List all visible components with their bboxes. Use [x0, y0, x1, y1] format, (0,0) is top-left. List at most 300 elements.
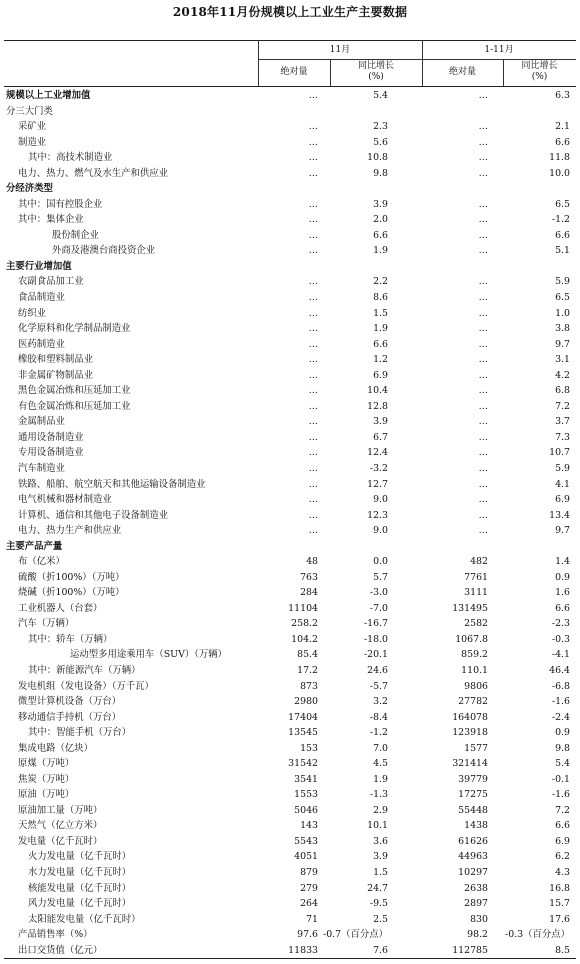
table-row [0, 554, 580, 569]
header-growth-ytd [503, 61, 576, 83]
ytd-absolute-cell: … [478, 152, 488, 164]
ytd-absolute-cell: … [478, 354, 488, 366]
header-ytd: 1-11月 [484, 45, 514, 55]
row-label: 汽车制造业 [18, 462, 65, 474]
month-absolute-cell: … [308, 494, 318, 506]
table-row [0, 943, 580, 958]
month-growth-cell: -1.3 [369, 789, 388, 801]
month-growth-cell: 1.5 [373, 867, 388, 878]
table-row [0, 741, 580, 756]
month-growth-cell: 2.0 [373, 214, 388, 226]
month-growth-cell: 9.8 [373, 167, 388, 179]
row-label: 主要行业增加值 [6, 260, 72, 272]
header-growth-unit-month: (%) [368, 72, 384, 82]
month-growth-cell: -5.7 [369, 680, 388, 692]
header-growth-label-ytd: 同比增长 [521, 61, 558, 71]
month-growth-cell: 5.6 [373, 136, 388, 148]
ytd-absolute-cell: 830 [470, 913, 488, 925]
row-label: 布（亿米） [18, 556, 65, 568]
row-label: 电力、热力生产和供应业 [18, 525, 122, 537]
row-label: 化学原料和化学制品制造业 [18, 323, 131, 335]
ytd-absolute-cell: 482 [470, 556, 488, 568]
row-label: 水力发电量（亿千瓦时） [28, 867, 132, 878]
month-absolute-cell: 31542 [288, 758, 318, 770]
row-label: 其中：智能手机（万台） [28, 727, 132, 739]
month-absolute-cell: … [308, 509, 318, 521]
ytd-absolute-cell: 321414 [452, 758, 488, 770]
ytd-growth-cell: -0.3 [551, 633, 570, 645]
ytd-absolute-cell: … [478, 416, 488, 428]
table-row [0, 725, 580, 740]
table-row [0, 368, 580, 383]
ytd-growth-cell: 7.2 [555, 400, 570, 412]
row-label: 微型计算机设备（万台） [18, 696, 122, 708]
month-absolute-cell: … [308, 307, 318, 319]
ytd-absolute-cell: 2582 [464, 618, 488, 630]
ytd-absolute-cell: 9806 [464, 680, 488, 692]
month-absolute-cell: 143 [300, 820, 318, 832]
ytd-growth-cell: 6.5 [555, 198, 570, 210]
row-label: 纺织业 [18, 307, 47, 319]
ytd-growth-cell: 6.2 [555, 851, 570, 863]
ytd-growth-cell: -6.8 [551, 680, 570, 692]
header-growth-label-month: 同比增长 [357, 61, 394, 71]
table-row [0, 912, 580, 927]
table-row [0, 352, 580, 367]
row-label: 运动型多用途乘用车（SUV）（万辆） [70, 649, 228, 661]
month-growth-cell: 3.9 [373, 416, 388, 428]
row-label: 医药制造业 [18, 338, 65, 350]
table-row [0, 135, 580, 150]
month-growth-cell: 8.6 [373, 292, 388, 304]
ytd-absolute-cell: … [478, 509, 488, 521]
month-growth-cell: 12.8 [367, 400, 388, 412]
row-label: 有色金属冶炼和压延加工业 [18, 400, 131, 412]
ytd-growth-cell: 17.6 [549, 913, 570, 925]
ytd-growth-cell: 9.8 [555, 742, 570, 754]
month-absolute-cell: … [308, 167, 318, 179]
table-row [0, 197, 580, 212]
table-row [0, 710, 580, 725]
ytd-absolute-cell: … [478, 198, 488, 210]
month-absolute-cell: 13545 [288, 727, 318, 739]
month-absolute-cell: … [308, 121, 318, 133]
month-growth-cell: 1.5 [373, 307, 388, 319]
table-row [0, 647, 580, 662]
ytd-growth-cell: 6.5 [555, 292, 570, 304]
ytd-growth-cell: 0.9 [555, 727, 570, 739]
table-row [0, 166, 580, 181]
month-growth-cell: 6.7 [373, 431, 388, 443]
row-label: 主要产品产量 [6, 540, 63, 552]
table-row [0, 259, 580, 274]
table-row [0, 430, 580, 445]
table-row [0, 290, 580, 305]
month-absolute-cell: 258.2 [291, 618, 318, 630]
month-absolute-cell: 17.2 [297, 664, 318, 676]
table-row [0, 306, 580, 321]
month-growth-cell: 5.7 [373, 571, 388, 583]
row-label: 电力、热力、燃气及水生产和供应业 [18, 167, 169, 179]
row-label: 风力发电量（亿千瓦时） [28, 898, 132, 910]
month-absolute-cell: 71 [306, 913, 318, 925]
table-row [0, 787, 580, 802]
ytd-growth-cell: -1.2 [551, 214, 570, 226]
month-absolute-cell: … [308, 229, 318, 241]
month-absolute-cell: … [308, 323, 318, 335]
row-label: 专用设备制造业 [18, 447, 84, 459]
month-growth-cell: 6.6 [373, 338, 388, 350]
ytd-growth-cell: -0.3（百分点） [505, 929, 570, 941]
table-row [0, 212, 580, 227]
month-absolute-cell: 153 [300, 742, 318, 754]
table-row [0, 104, 580, 119]
month-growth-cell: -3.0 [369, 587, 388, 599]
ytd-growth-cell: 7.3 [555, 431, 570, 443]
month-absolute-cell: … [308, 136, 318, 148]
month-growth-cell: 5.4 [373, 90, 388, 101]
month-absolute-cell: 11833 [288, 944, 318, 956]
header-bottom-rule [4, 86, 576, 87]
month-growth-cell: 9.0 [373, 525, 388, 537]
ytd-absolute-cell: … [478, 229, 488, 241]
ytd-growth-cell: 1.0 [555, 307, 570, 319]
month-absolute-cell: 5543 [294, 835, 318, 847]
ytd-growth-cell: -2.4 [551, 711, 570, 723]
ytd-absolute-cell: … [478, 292, 488, 304]
ytd-absolute-cell: … [478, 447, 488, 459]
table-row [0, 756, 580, 771]
table-row [0, 150, 580, 165]
row-label: 非金属矿物制品业 [18, 369, 94, 381]
table-row [0, 849, 580, 864]
month-absolute-cell: 763 [300, 571, 318, 583]
table-row [0, 88, 580, 103]
table-row [0, 896, 580, 911]
table-row [0, 337, 580, 352]
month-absolute-cell: … [308, 462, 318, 474]
month-growth-cell: 10.4 [367, 385, 388, 397]
month-growth-cell: 1.9 [373, 245, 388, 257]
row-label: 移动通信手持机（万台） [18, 711, 122, 723]
ytd-growth-cell: -0.1 [551, 773, 570, 785]
row-label: 产品销售率（%） [18, 929, 93, 941]
row-label: 原煤（万吨） [18, 758, 75, 770]
month-growth-cell: 1.9 [373, 773, 388, 785]
ytd-absolute-cell: 1438 [464, 820, 488, 832]
month-absolute-cell: … [308, 354, 318, 366]
row-label: 硫酸（折100%）（万吨） [18, 571, 125, 583]
ytd-growth-cell: 8.5 [555, 944, 570, 956]
month-growth-cell: 4.5 [373, 758, 388, 770]
month-absolute-cell: 1553 [294, 789, 318, 801]
table-row [0, 694, 580, 709]
ytd-absolute-cell: … [478, 400, 488, 412]
month-absolute-cell: 48 [306, 556, 318, 568]
month-absolute-cell: 3541 [294, 773, 318, 785]
month-absolute-cell: … [308, 431, 318, 443]
row-label: 火力发电量（亿千瓦时） [28, 851, 132, 863]
month-absolute-cell: … [308, 416, 318, 428]
ytd-absolute-cell: 110.1 [461, 664, 488, 676]
table-row [0, 679, 580, 694]
ytd-absolute-cell: 3111 [464, 587, 488, 599]
row-label: 发电机组（发电设备）（万千瓦） [18, 680, 154, 692]
month-growth-cell: 10.8 [367, 152, 388, 164]
ytd-absolute-cell: 123918 [452, 727, 488, 739]
row-label: 焦炭（万吨） [18, 773, 75, 785]
month-absolute-cell: 97.6 [297, 929, 318, 941]
row-label: 外商及港澳台商投资企业 [52, 245, 156, 257]
table-row [0, 461, 580, 476]
table-row [0, 539, 580, 554]
ytd-growth-cell: 10.0 [549, 167, 570, 179]
ytd-growth-cell: 46.4 [549, 664, 570, 676]
table-row [0, 243, 580, 258]
month-absolute-cell: 873 [300, 680, 318, 692]
month-growth-cell: -16.7 [363, 618, 388, 630]
month-absolute-cell: 104.2 [291, 633, 318, 645]
page-title: 2018年11月份规模以上工业生产主要数据 [172, 5, 408, 19]
month-growth-cell: 3.2 [373, 696, 388, 708]
ytd-absolute-cell: 44963 [458, 851, 488, 863]
row-label: 发电量（亿千瓦时） [18, 835, 103, 847]
month-growth-cell: 3.9 [373, 851, 388, 863]
month-growth-cell: -18.0 [363, 633, 388, 645]
row-label: 出口交货值（亿元） [18, 944, 103, 956]
table-row [0, 414, 580, 429]
ytd-absolute-cell: … [478, 276, 488, 288]
ytd-absolute-cell: … [478, 525, 488, 537]
row-label: 分三大门类 [6, 105, 53, 117]
month-growth-cell: -20.1 [363, 649, 388, 661]
month-growth-cell: -9.5 [369, 898, 388, 910]
row-label: 其中：新能源汽车（万辆） [28, 664, 141, 676]
month-absolute-cell: 284 [300, 587, 318, 599]
month-absolute-cell: … [308, 214, 318, 226]
table-row [0, 523, 580, 538]
row-label: 金属制品业 [18, 416, 65, 428]
ytd-absolute-cell: 131495 [452, 602, 488, 614]
ytd-growth-cell: 6.6 [555, 136, 570, 148]
ytd-absolute-cell: 2897 [464, 898, 488, 910]
ytd-absolute-cell: … [478, 167, 488, 179]
table-row [0, 119, 580, 134]
row-label: 农副食品加工业 [18, 276, 84, 288]
row-label: 集成电路（亿块） [18, 742, 94, 754]
month-absolute-cell: … [308, 447, 318, 459]
ytd-growth-cell: 9.7 [555, 525, 570, 537]
ytd-growth-cell: 1.4 [555, 556, 570, 568]
month-growth-cell: 1.2 [373, 354, 388, 366]
month-absolute-cell: 85.4 [297, 649, 318, 661]
row-label: 核能发电量（亿千瓦时） [28, 882, 132, 894]
month-absolute-cell: … [308, 152, 318, 164]
ytd-absolute-cell: … [478, 245, 488, 257]
table-row [0, 927, 580, 942]
ytd-absolute-cell: … [478, 369, 488, 381]
ytd-absolute-cell: 164078 [452, 711, 488, 723]
ytd-growth-cell: -4.1 [551, 649, 570, 661]
ytd-growth-cell: 3.7 [555, 416, 570, 428]
ytd-growth-cell: 11.8 [549, 152, 570, 164]
month-absolute-cell: … [308, 338, 318, 350]
row-label: 规模以上工业增加值 [6, 90, 91, 101]
month-absolute-cell: … [308, 276, 318, 288]
table-row [0, 881, 580, 896]
ytd-growth-cell: 16.8 [549, 882, 570, 894]
ytd-absolute-cell: … [478, 323, 488, 335]
ytd-growth-cell: 13.4 [549, 509, 570, 521]
ytd-growth-cell: 4.2 [555, 369, 570, 381]
row-label: 计算机、通信和其他电子设备制造业 [18, 509, 169, 521]
ytd-absolute-cell: … [478, 214, 488, 226]
month-absolute-cell: … [308, 245, 318, 257]
table-row [0, 383, 580, 398]
row-label: 烧碱（折100%）（万吨） [18, 587, 125, 599]
ytd-growth-cell: -1.6 [551, 789, 570, 801]
ytd-growth-cell: 5.9 [555, 462, 570, 474]
month-growth-cell: 3.9 [373, 198, 388, 210]
row-label: 原油加工量（万吨） [18, 804, 103, 816]
ytd-growth-cell: 6.9 [555, 835, 570, 847]
month-absolute-cell: … [308, 478, 318, 490]
month-absolute-cell: … [308, 525, 318, 537]
ytd-growth-cell: 6.6 [555, 820, 570, 832]
month-growth-cell: 2.9 [373, 804, 388, 816]
table-row [0, 445, 580, 460]
month-growth-cell: 24.6 [367, 664, 388, 676]
ytd-absolute-cell: 27782 [458, 696, 488, 708]
header-growth-unit-ytd: (%) [531, 72, 548, 82]
ytd-growth-cell: 7.2 [555, 804, 570, 816]
ytd-absolute-cell: 17275 [458, 789, 488, 801]
table-row [0, 570, 580, 585]
ytd-absolute-cell: 7761 [464, 571, 488, 583]
month-absolute-cell: 279 [300, 882, 318, 894]
table-row [0, 834, 580, 849]
month-growth-cell: 12.7 [367, 478, 388, 490]
ytd-absolute-cell: 1577 [464, 742, 488, 754]
row-label: 股份制企业 [52, 229, 99, 241]
row-label: 其中：高技术制造业 [28, 152, 113, 164]
table-row [0, 585, 580, 600]
table-row [0, 772, 580, 787]
month-absolute-cell: … [308, 292, 318, 304]
ytd-absolute-cell: … [478, 462, 488, 474]
ytd-absolute-cell: 98.2 [467, 929, 488, 941]
month-growth-cell: 2.5 [373, 913, 388, 925]
header-abs-month: 绝对量 [280, 67, 308, 77]
table-row [0, 632, 580, 647]
month-growth-cell: 0.0 [373, 556, 388, 568]
row-label: 汽车（万辆） [18, 618, 75, 630]
month-growth-cell: -7.0 [369, 602, 388, 614]
table-row [0, 663, 580, 678]
ytd-growth-cell: 6.6 [555, 229, 570, 241]
month-growth-cell: 9.0 [373, 494, 388, 506]
row-label: 其中：轿车（万辆） [28, 633, 113, 645]
ytd-growth-cell: 2.1 [555, 121, 570, 133]
ytd-growth-cell: -1.6 [551, 696, 570, 708]
month-growth-cell: -3.2 [369, 462, 388, 474]
row-label: 工业机器人（台套） [18, 602, 103, 614]
month-growth-cell: 12.4 [367, 447, 388, 459]
month-growth-cell: 10.1 [367, 820, 388, 832]
header-abs-ytd: 绝对量 [448, 67, 476, 77]
ytd-growth-cell: 15.7 [549, 898, 570, 910]
ytd-growth-cell: 3.8 [555, 323, 570, 335]
month-growth-cell: 7.0 [373, 742, 388, 754]
ytd-absolute-cell: 61626 [458, 835, 488, 847]
row-label: 黑色金属冶炼和压延加工业 [18, 385, 131, 397]
ytd-absolute-cell: … [478, 307, 488, 319]
month-absolute-cell: 264 [300, 898, 318, 910]
header-sub-rule [258, 59, 576, 60]
ytd-absolute-cell: … [478, 494, 488, 506]
month-absolute-cell: 17404 [288, 711, 318, 723]
row-label: 原油（万吨） [18, 789, 75, 801]
row-label: 通用设备制造业 [18, 431, 84, 443]
row-label: 制造业 [18, 136, 47, 148]
row-label: 太阳能发电量（亿千瓦时） [28, 913, 141, 925]
ytd-growth-cell: 5.4 [555, 758, 570, 770]
ytd-growth-cell: -2.3 [551, 618, 570, 630]
ytd-absolute-cell: … [478, 478, 488, 490]
month-growth-cell: -8.4 [369, 711, 388, 723]
ytd-absolute-cell: … [478, 136, 488, 148]
month-growth-cell: 6.6 [373, 229, 388, 241]
ytd-absolute-cell: … [478, 121, 488, 133]
row-label: 电气机械和器材制造业 [18, 494, 112, 506]
table-row [0, 321, 580, 336]
ytd-growth-cell: 3.1 [555, 354, 570, 366]
month-absolute-cell: … [308, 400, 318, 412]
month-growth-cell: -1.2 [369, 727, 388, 739]
ytd-absolute-cell: … [478, 338, 488, 350]
row-label: 橡胶和塑料制品业 [18, 354, 94, 366]
table-row [0, 818, 580, 833]
month-growth-cell: -0.7（百分点） [323, 929, 388, 941]
ytd-absolute-cell: 2638 [464, 882, 488, 894]
ytd-growth-cell: 9.7 [555, 338, 570, 350]
row-label: 分经济类型 [6, 183, 53, 195]
month-growth-cell: 2.2 [373, 276, 388, 288]
ytd-growth-cell: 10.7 [549, 447, 570, 459]
month-growth-cell: 6.9 [373, 369, 388, 381]
ytd-growth-cell: 1.6 [555, 587, 570, 599]
table-row [0, 803, 580, 818]
ytd-absolute-cell: 112785 [452, 944, 488, 956]
header-growth-month [330, 61, 422, 83]
row-label: 采矿业 [18, 121, 47, 133]
table-top-rule [4, 40, 576, 41]
row-label: 天然气（亿立方米） [18, 820, 103, 832]
table-row [0, 865, 580, 880]
ytd-absolute-cell: … [478, 431, 488, 443]
ytd-growth-cell: 5.9 [555, 276, 570, 288]
ytd-growth-cell: 6.6 [555, 602, 570, 614]
ytd-growth-cell: 6.8 [555, 385, 570, 397]
ytd-absolute-cell: 10297 [458, 867, 488, 878]
ytd-growth-cell: 0.9 [555, 571, 570, 583]
month-absolute-cell: 5046 [294, 804, 318, 816]
row-label: 铁路、船舶、航空航天和其他运输设备制造业 [18, 478, 206, 490]
ytd-absolute-cell: 39779 [458, 773, 488, 785]
month-growth-cell: 3.6 [373, 835, 388, 847]
month-growth-cell: 7.6 [373, 944, 388, 956]
month-growth-cell: 12.3 [367, 509, 388, 521]
